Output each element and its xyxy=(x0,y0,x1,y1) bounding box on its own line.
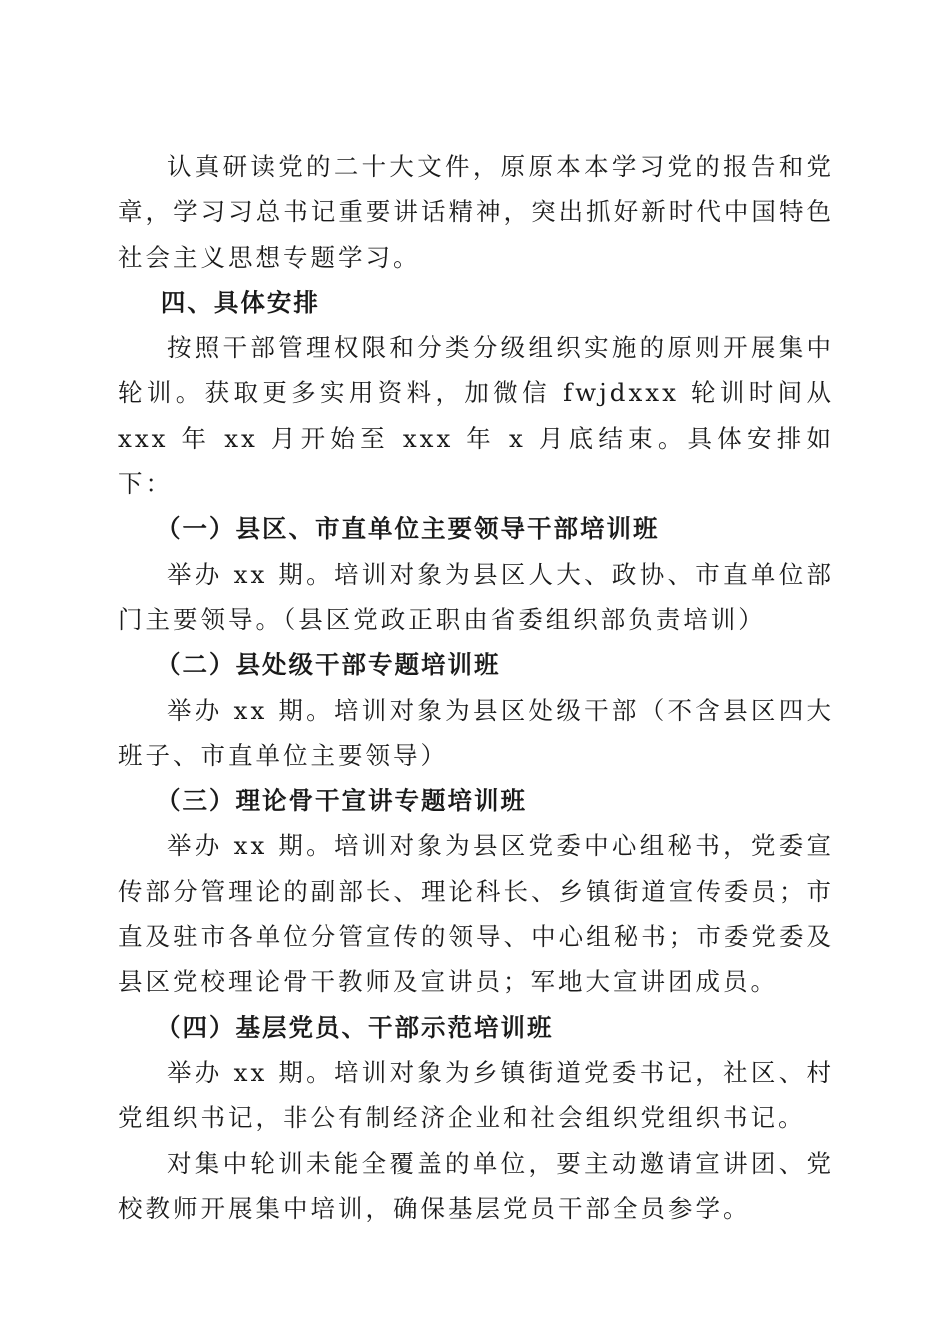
subheading-class-2: （二）县处级干部专题培训班 xyxy=(155,650,501,680)
paragraph-coverage-note: 对集中轮训未能全覆盖的单位，要主动邀请宣讲团、党校教师开展集中培训，确保基层党员干部全员参学。 xyxy=(118,1148,834,1223)
paragraph-arrangement-intro: 按照干部管理权限和分类分级组织实施的原则开展集中轮训。获取更多实用资料，加微信 fwjdxxx 轮训时间从 xxx 年 xx 月开始至 xxx 年 x 月底结束。具体安排如下： xyxy=(118,333,834,499)
section-heading-arrangement: 四、具体安排 xyxy=(160,287,320,317)
paragraph-class-3: 举办 xx 期。培训对象为县区党委中心组秘书，党委宣传部分管理论的副部长、理论科长、乡镇街道宣传委员；市直及驻市各单位分管宣传的领导、中心组秘书；市委党委及县区党校理论骨干教师及宣讲员；军地大宣讲团成员。 xyxy=(118,831,834,997)
document-body xyxy=(118,144,834,1231)
paragraph-study-intro: 认真研读党的二十大文件，原原本本学习党的报告和党章，学习习总书记重要讲话精神，突出抓好新时代中国特色社会主义思想专题学习。 xyxy=(118,152,834,272)
paragraph-class-2: 举办 xx 期。培训对象为县区处级干部（不含县区四大班子、市直单位主要领导） xyxy=(118,695,834,770)
subheading-class-3: （三）理论骨干宣讲专题培训班 xyxy=(155,786,527,816)
paragraph-class-4: 举办 xx 期。培训对象为乡镇街道党委书记，社区、村党组织书记，非公有制经济企业和社会组织党组织书记。 xyxy=(118,1057,834,1133)
subheading-class-4: （四）基层党员、干部示范培训班 xyxy=(155,1012,554,1042)
subheading-class-1: （一）县区、市直单位主要领导干部培训班 xyxy=(155,514,660,544)
paragraph-class-1: 举办 xx 期。培训对象为县区人大、政协、市直单位部门主要领导。（县区党政正职由省委组织部负责培训） xyxy=(118,559,834,634)
